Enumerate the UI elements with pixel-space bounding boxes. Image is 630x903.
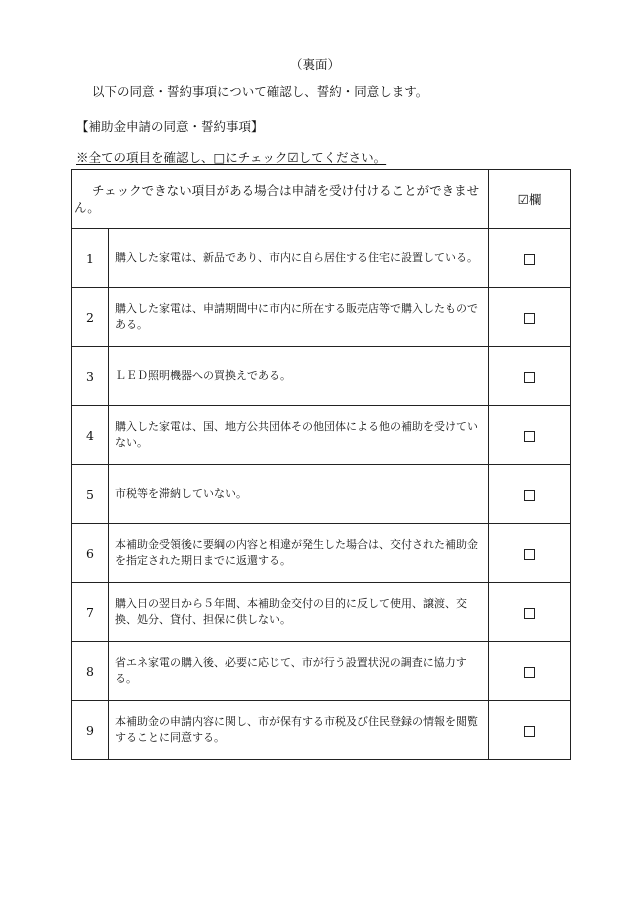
check-cell <box>489 524 571 583</box>
item-number: 5 <box>72 465 109 524</box>
table-header-row <box>72 170 571 229</box>
item-number: 2 <box>72 288 109 347</box>
item-text-cell <box>109 583 489 642</box>
item-number: 7 <box>72 583 109 642</box>
header-note-cell <box>72 170 489 229</box>
check-cell <box>489 465 571 524</box>
item-statement: 購入した家電は、国、地方公共団体その他団体による他の補助を受けていない。 <box>115 420 478 449</box>
table-row <box>72 347 571 406</box>
check-cell <box>489 642 571 701</box>
check-cell <box>489 229 571 288</box>
item-text-cell <box>109 642 489 701</box>
item-text-cell <box>109 347 489 406</box>
item-text-cell <box>109 524 489 583</box>
consent-checkbox[interactable] <box>524 431 535 442</box>
item-number: 9 <box>72 701 109 760</box>
consent-checkbox[interactable] <box>524 667 535 678</box>
table-row <box>72 465 571 524</box>
table-row <box>72 524 571 583</box>
instruction-text: ※全ての項目を確認し、□にチェック☑してください。 <box>76 150 387 165</box>
consent-checkbox[interactable] <box>524 726 535 737</box>
item-statement: 本補助金受領後に要綱の内容と相違が発生した場合は、交付された補助金を指定された期日までに返還する。 <box>115 538 478 567</box>
table-row <box>72 229 571 288</box>
consent-checkbox[interactable] <box>524 490 535 501</box>
table-row <box>72 701 571 760</box>
check-column-header: ☑欄 <box>489 170 571 229</box>
item-text-cell <box>109 288 489 347</box>
item-statement: 本補助金の申請内容に関し、市が保有する市税及び住民登録の情報を閲覧することに同意する。 <box>115 715 478 744</box>
item-statement: ＬＥＤ照明機器への買換えである。 <box>115 369 291 382</box>
item-number: 8 <box>72 642 109 701</box>
item-statement: 市税等を滞納していない。 <box>115 487 247 500</box>
table-row <box>72 406 571 465</box>
item-number: 6 <box>72 524 109 583</box>
consent-table <box>71 169 571 760</box>
item-text-cell <box>109 701 489 760</box>
consent-checkbox[interactable] <box>524 254 535 265</box>
item-number: 3 <box>72 347 109 406</box>
page-heading: （裏面） <box>289 57 340 72</box>
item-statement: 購入日の翌日から５年間、本補助金交付の目的に反して使用、譲渡、交換、処分、貸付、担保に供しない。 <box>115 597 467 626</box>
table-row <box>72 642 571 701</box>
check-cell <box>489 406 571 465</box>
header-note: チェックできない項目がある場合は申請を受け付けることができません。 <box>74 183 480 215</box>
check-cell <box>489 583 571 642</box>
item-statement: 購入した家電は、申請期間中に市内に所在する販売店等で購入したものである。 <box>115 302 478 331</box>
table-row <box>72 583 571 642</box>
table-row <box>72 288 571 347</box>
intro-statement: 以下の同意・誓約事項について確認し、誓約・同意します。 <box>92 84 429 99</box>
consent-checkbox[interactable] <box>524 608 535 619</box>
section-title: 【補助金申請の同意・誓約事項】 <box>76 119 264 134</box>
check-cell <box>489 701 571 760</box>
item-statement: 購入した家電は、新品であり、市内に自ら居住する住宅に設置している。 <box>115 251 478 264</box>
item-text-cell <box>109 229 489 288</box>
item-text-cell <box>109 406 489 465</box>
item-statement: 省エネ家電の購入後、必要に応じて、市が行う設置状況の調査に協力する。 <box>115 656 467 685</box>
item-text-cell <box>109 465 489 524</box>
check-cell <box>489 288 571 347</box>
consent-checkbox[interactable] <box>524 313 535 324</box>
item-number: 1 <box>72 229 109 288</box>
item-number: 4 <box>72 406 109 465</box>
check-cell <box>489 347 571 406</box>
consent-checkbox[interactable] <box>524 372 535 383</box>
consent-checkbox[interactable] <box>524 549 535 560</box>
